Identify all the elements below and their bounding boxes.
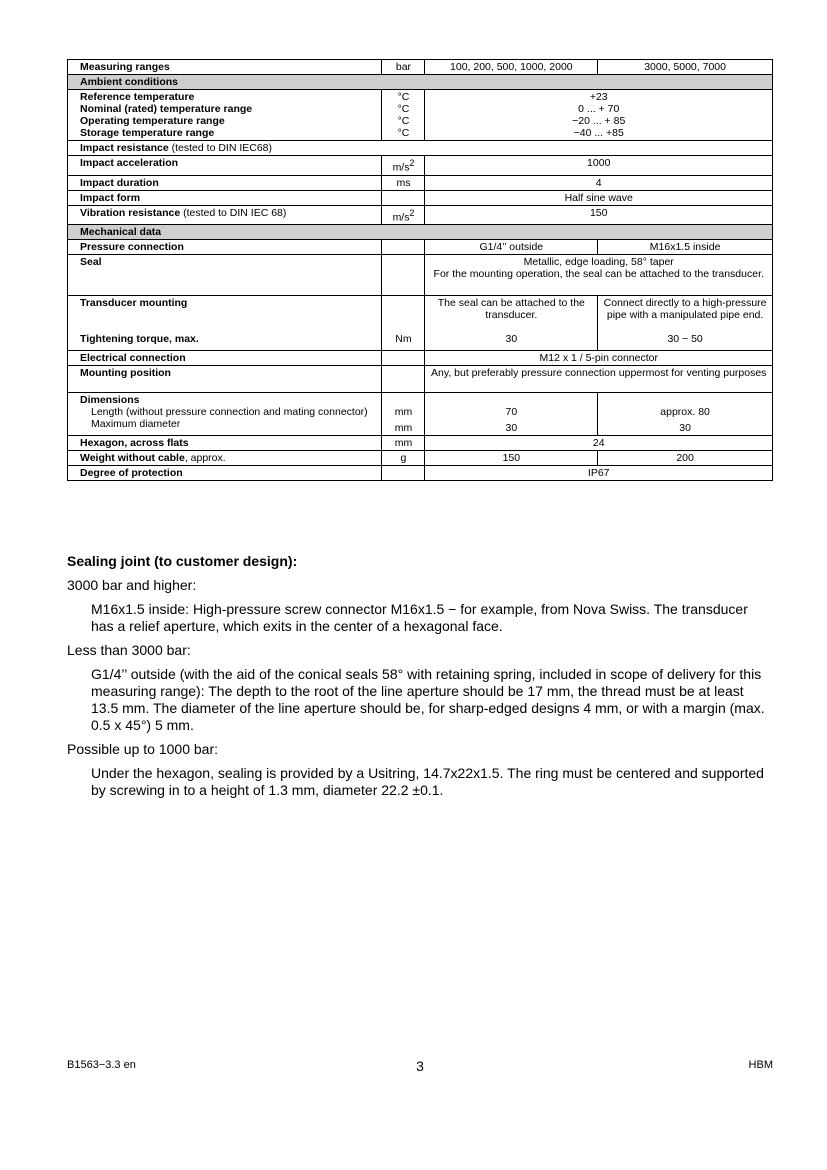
note: (tested to DIN IEC 68) [183,206,287,219]
row-hexagon [68,436,773,451]
value: 0 ... + 70 [578,103,620,115]
seal-line-1: Metallic, edge loading, 58° taper [523,256,674,268]
row-protection [68,466,773,481]
seal-line-2: For the mounting operation, the seal can be attached to the transducer. [433,268,764,280]
value: Half sine wave [425,190,773,205]
label: Pressure connection [80,241,184,253]
value: 1000 [425,156,773,176]
label: Operating temperature range [80,115,225,127]
label: Mounting position [80,367,171,379]
value-a: 30 [505,333,518,345]
label: Impact resistance [80,142,169,154]
unit: °C [397,115,410,127]
paragraph: 3000 bar and higher: [67,577,197,593]
spec-table [67,59,773,481]
value-b: Connect directly to a high-pressure pipe with a manipulated pipe end. [603,297,767,321]
label: Reference temperature [80,91,195,103]
label: Nominal (rated) temperature range [80,103,253,115]
paragraph: Possible up to 1000 bar: [67,741,218,757]
value: −20 ... + 85 [572,115,626,127]
value: −40 ... +85 [573,127,624,139]
value-a: 100, 200, 500, 1000, 2000 [425,60,598,75]
note: (tested to DIN IEC68) [171,142,273,154]
section-heading: Ambient conditions [68,75,773,90]
label: Degree of protection [80,467,183,479]
value: 4 [425,175,773,190]
note: , approx. [184,452,226,464]
row-vibration [68,205,773,225]
label: Measuring ranges [80,61,170,73]
unit: °C [397,103,410,115]
section-heading: Sealing joint (to customer design): [67,553,298,569]
diameter-label: Maximum diameter [91,418,181,430]
unit: °C [397,91,410,103]
label: Impact acceleration [80,157,179,169]
value-b: M16x1.5 inside [598,240,773,255]
page-number: 3 [416,1058,424,1074]
paragraph: Less than 3000 bar: [67,642,191,658]
brand-label: HBM [748,1059,773,1071]
row-electrical [68,351,773,366]
value: Any, but preferably pressure connection uppermost for venting purposes [425,366,773,393]
sealing-joint-section [67,553,773,806]
row-weight [68,451,773,466]
unit: mm [394,406,413,418]
length-label: Length (without pressure connection and mating connector) [91,406,368,418]
unit: Nm [395,333,412,345]
label: Seal [80,256,102,268]
unit: bar [382,60,425,75]
value: 24 [425,436,773,451]
value-b: 3000, 5000, 7000 [598,60,773,75]
label: Impact form [80,191,141,204]
row-temperatures [68,90,773,141]
paragraph-indented: Under the hexagon, sealing is provided by a Usitring, 14.7x22x1.5. The ring must be centered and supported by screwing in to a height of 1.3 mm, diameter 22.2 ±0.1. [91,765,764,798]
paragraph-indented: M16x1.5 inside: High-pressure screw connector M16x1.5 − for example, from Nova Swiss. The transducer has a relief aperture, which exits in the center of a hexagonal face. [91,601,748,634]
value: 150 [425,205,773,225]
value-a: The seal can be attached to the transducer. [437,297,585,321]
value: IP67 [425,466,773,481]
row-seal [68,255,773,296]
row-impact-acceleration [68,156,773,176]
label: Hexagon, across flats [80,437,189,449]
value-a: 150 [425,451,598,466]
label: Weight without cable [80,452,185,464]
label: Impact duration [80,176,159,189]
unit: mm [394,422,413,434]
value-a: G1/4’’ outside [425,240,598,255]
row-measuring-ranges [68,60,773,75]
unit: °C [397,127,410,139]
row-impact-resistance [68,141,773,156]
value-b: 30 − 50 [667,333,703,345]
document-id: B1563−3.3 en [67,1059,136,1071]
label: Electrical connection [80,352,186,364]
label: Storage temperature range [80,127,215,139]
unit: m/s [392,211,410,223]
row-dimensions [68,393,773,436]
value-b: 30 [679,422,691,434]
value-b: 200 [598,451,773,466]
value-a: 70 [505,406,518,418]
paragraph-indented: G1/4’’ outside (with the aid of the conical seals 58° with retaining spring, included in scope of delivery for this measuring range): The depth to the root of the line aperture should be 17 mm, the thread must be at least 13.5 mm. The diameter of the line aperture should be, for sharp-edged designs 4 mm, or with a margin (max. 0.5 x 45°) 5 mm. [91,666,765,733]
unit: m/s [392,161,410,174]
label: Tightening torque, max. [80,333,199,345]
section-heading: Mechanical data [68,225,773,240]
row-impact-duration [68,175,773,190]
unit: g [382,451,425,466]
row-mounting [68,296,773,351]
section-mechanical [68,225,773,240]
value-a: 30 [505,422,518,434]
unit-exponent: 2 [409,207,415,218]
label: Dimensions [80,394,140,406]
label: Transducer mounting [80,297,188,309]
value: M12 x 1 / 5-pin connector [425,351,773,366]
value: +23 [589,91,608,103]
row-pressure-connection [68,240,773,255]
value-b: approx. 80 [660,406,710,418]
unit: ms [382,175,425,190]
row-impact-form [68,190,773,205]
row-mounting-position [68,366,773,393]
section-ambient [68,75,773,90]
label: Vibration resistance [80,206,181,219]
unit: mm [382,436,425,451]
unit-exponent: 2 [409,158,415,168]
